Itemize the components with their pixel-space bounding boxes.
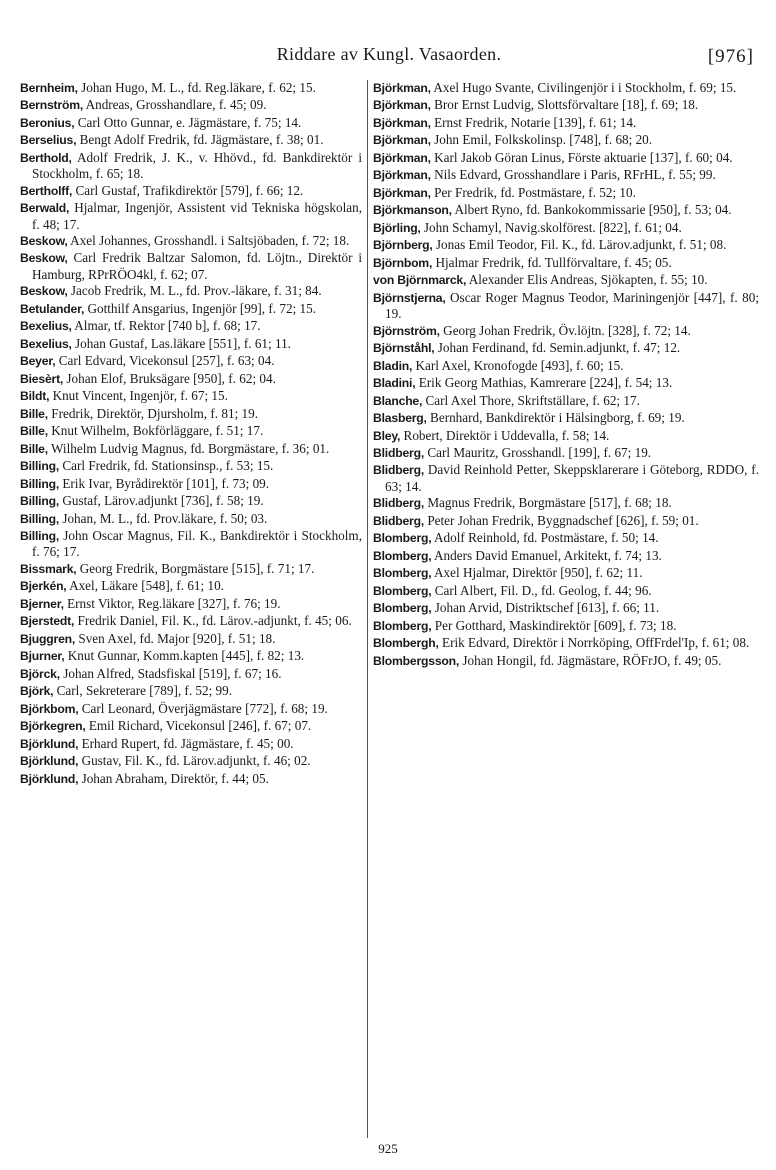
entry-name: Blombergsson, <box>373 653 460 668</box>
entry-details: Per Fredrik, fd. Postmästare, f. 52; 10. <box>430 184 636 200</box>
entry-details: Bror Ernst Ludvig, Slottsförvaltare [18], f. 69; 18. <box>430 97 699 113</box>
directory-entry <box>373 635 759 651</box>
entry-name: Blidberg, <box>373 463 425 478</box>
entry-details: Hjalmar Fredrik, fd. Tullförvaltare, f. 45; 05. <box>432 254 672 270</box>
entry-name: Björnström, <box>373 323 440 338</box>
directory-entry <box>20 476 362 492</box>
entry-name: Berwald, <box>20 201 70 216</box>
entry-details: Carl Axel Thore, Skriftställare, f. 62; 17. <box>422 392 640 408</box>
directory-entry <box>20 613 362 629</box>
entry-name: Bjerstedt, <box>20 614 75 629</box>
entry-details: Karl Axel, Kronofogde [493], f. 60; 15. <box>412 357 624 373</box>
directory-entry <box>20 458 362 474</box>
footer-page-number: 925 <box>378 1141 398 1156</box>
entry-details: Georg Johan Fredrik, Öv.löjtn. [328], f. 72; 14. <box>439 322 691 338</box>
entry-details: Carl Fredrik Baltzar Salomon, fd. Löjtn., Direktör i Hamburg, RPrRÖO4kl, f. 62; 07. <box>32 250 362 282</box>
entry-details: Gustav, Fil. K., fd. Lärov.adjunkt, f. 46; 02. <box>78 753 311 769</box>
entry-details: Johan Hugo, M. L., fd. Reg.läkare, f. 62; 15. <box>77 80 316 95</box>
directory-entry <box>373 600 759 616</box>
entry-details: Erik Ivar, Byrådirektör [101], f. 73; 09. <box>59 475 270 491</box>
entry-details: Anders David Emanuel, Arkitekt, f. 74; 13. <box>431 547 662 563</box>
entry-details: Knut Vincent, Ingenjör, f. 67; 15. <box>49 388 228 404</box>
entry-details: Adolf Fredrik, J. K., v. Hhövd., fd. Bankdirektör i Stockholm, f. 65; 18. <box>32 149 362 182</box>
directory-entry <box>20 441 362 457</box>
directory-entry <box>20 423 362 439</box>
entry-details: Axel Hugo Svante, Civilingenjör i i Stockholm, f. 69; 15. <box>430 80 737 95</box>
entry-details: Carl, Sekreterare [789], f. 52; 99. <box>53 683 233 699</box>
entry-name: Bexelius, <box>20 319 72 334</box>
entry-details: Johan Alfred, Stadsfiskal [519], f. 67; 16. <box>59 665 282 681</box>
directory-entry <box>373 618 759 634</box>
entry-name: Bissmark, <box>20 561 77 576</box>
entry-details: Carl Fredrik, fd. Stationsinsp., f. 53; 15. <box>59 458 274 474</box>
directory-entry <box>373 548 759 564</box>
directory-entry <box>20 596 362 612</box>
directory-entry <box>373 393 759 409</box>
directory-entry <box>373 150 759 166</box>
entry-details: Emil Richard, Vicekonsul [246], f. 67; 07. <box>85 718 312 734</box>
directory-entry <box>373 428 759 444</box>
entry-details: Wilhelm Ludvig Magnus, fd. Borgmästare, f. 36; 01. <box>47 440 330 456</box>
entry-details: Axel Hjalmar, Direktör [950], f. 62; 11. <box>431 565 643 581</box>
directory-entry <box>373 80 759 96</box>
directory-entry <box>20 301 362 317</box>
entry-details: John Schamyl, Navig.skolförest. [822], f. 61; 04. <box>420 219 682 235</box>
entry-name: Björk, <box>20 684 54 699</box>
entry-details: Johan Elof, Bruksägare [950], f. 62; 04. <box>63 370 276 386</box>
entry-details: Knut Gunnar, Komm.kapten [445], f. 82; 13. <box>64 648 305 664</box>
entry-name: Björling, <box>373 220 421 235</box>
directory-entry <box>373 97 759 113</box>
directory-entry <box>373 132 759 148</box>
entry-name: Bladin, <box>373 358 413 373</box>
entry-details: Axel, Läkare [548], f. 61; 10. <box>66 578 224 594</box>
entry-details: Karl Jakob Göran Linus, Förste aktuarie [137], f. 60; 04. <box>430 149 733 165</box>
directory-entry <box>20 336 362 352</box>
directory-entry <box>20 132 362 148</box>
directory-entry <box>20 115 362 131</box>
entry-name: Björnståhl, <box>373 341 435 356</box>
directory-entry <box>20 406 362 422</box>
entry-details: Adolf Reinhold, fd. Postmästare, f. 50; 14. <box>431 530 659 546</box>
directory-entry <box>373 323 759 339</box>
entry-name: Björkman, <box>373 133 431 148</box>
entry-details: John Emil, Folkskolinsp. [748], f. 68; 20. <box>430 132 653 148</box>
entry-name: Bexelius, <box>20 336 72 351</box>
directory-entry <box>373 495 759 511</box>
directory-entry <box>20 578 362 594</box>
entry-name: Björkman, <box>373 168 431 183</box>
entry-details: Jonas Emil Teodor, Fil. K., fd. Lärov.adjunkt, f. 51; 08. <box>432 237 727 253</box>
entry-name: Billing, <box>20 476 60 491</box>
directory-entry <box>373 410 759 426</box>
entry-name: Blasberg, <box>373 411 427 426</box>
entry-details: Carl Otto Gunnar, e. Jägmästare, f. 75; 14. <box>74 114 302 130</box>
entry-name: Björkman, <box>373 185 431 200</box>
entry-name: Blanche, <box>373 393 423 408</box>
entry-name: Björklund, <box>20 754 79 769</box>
entry-details: Albert Ryno, fd. Bankokommissarie [950], f. 53; 04. <box>451 202 732 218</box>
entry-name: Björkegren, <box>20 719 86 734</box>
entry-name: Blomberg, <box>373 531 432 546</box>
entry-details: Johan Gustaf, Las.läkare [551], f. 61; 11. <box>71 335 291 351</box>
entry-details: Hjalmar, Ingenjör, Assistent vid Tekniska högskolan, f. 48; 17. <box>32 200 362 232</box>
entry-details: Johan Ferdinand, fd. Semin.adjunkt, f. 47; 12. <box>434 340 681 356</box>
directory-entry <box>373 272 759 288</box>
directory-entry <box>20 771 362 787</box>
entry-name: Beronius, <box>20 115 75 130</box>
entry-details: Peter Johan Fredrik, Byggnadschef [626], f. 59; 01. <box>424 512 699 528</box>
entry-name: Bjurner, <box>20 649 65 664</box>
directory-entry <box>20 371 362 387</box>
directory-entry <box>20 561 362 577</box>
entry-name: Blidberg, <box>373 445 425 460</box>
entry-details: Ernst Viktor, Reg.läkare [327], f. 76; 19. <box>63 595 281 611</box>
entry-details: Bernhard, Bankdirektör i Hälsingborg, f. 69; 19. <box>426 410 685 426</box>
directory-entry <box>373 583 759 599</box>
directory-entry <box>20 666 362 682</box>
entry-details: Knut Wilhelm, Bokförläggare, f. 51; 17. <box>47 423 264 439</box>
entry-details: Carl Gustaf, Trafikdirektör [579], f. 66; 12. <box>72 182 304 198</box>
entry-name: Beskow, <box>20 284 68 299</box>
entry-details: Alexander Elis Andreas, Sjökapten, f. 55; 10. <box>466 272 708 288</box>
directory-entry <box>20 233 362 249</box>
directory-entry <box>373 202 759 218</box>
entry-name: Björklund, <box>20 771 79 786</box>
entry-name: Björkman, <box>373 81 431 95</box>
directory-entry <box>20 528 362 560</box>
column-divider <box>367 80 368 1138</box>
entry-details: Erhard Rupert, fd. Jägmästare, f. 45; 00. <box>78 735 294 751</box>
directory-entry <box>20 200 362 232</box>
entry-details: Johan Abraham, Direktör, f. 44; 05. <box>78 770 269 786</box>
directory-entry <box>20 631 362 647</box>
entry-name: Beskow, <box>20 251 68 266</box>
entry-name: Bildt, <box>20 389 50 404</box>
entry-name: Bladini, <box>373 376 416 391</box>
directory-entry <box>20 493 362 509</box>
header-page-number: [976] <box>707 46 754 67</box>
directory-entry <box>373 220 759 236</box>
directory-entry <box>373 115 759 131</box>
entry-details: Nils Edvard, Grosshandlare i Paris, RFrHL, f. 55; 99. <box>430 167 716 183</box>
entry-name: Biesèrt, <box>20 371 64 386</box>
directory-entry <box>373 167 759 183</box>
entry-details: Carl Mauritz, Grosshandl. [199], f. 67; 19. <box>424 444 652 460</box>
directory-entry <box>373 462 759 494</box>
entry-details: Sven Axel, fd. Major [920], f. 51; 18. <box>75 630 276 646</box>
entry-name: Blombergh, <box>373 636 439 651</box>
entry-name: Björklund, <box>20 736 79 751</box>
entry-name: Blidberg, <box>373 496 425 511</box>
entry-name: Bille, <box>20 441 48 456</box>
entry-details: Magnus Fredrik, Borgmästare [517], f. 68; 18. <box>424 495 672 511</box>
directory-entry <box>20 283 362 299</box>
entry-details: David Reinhold Petter, Skeppsklarerare i Göteborg, RDDO, f. 63; 14. <box>385 462 759 494</box>
entry-name: Berselius, <box>20 133 77 148</box>
entry-name: Bille, <box>20 424 48 439</box>
entry-details: Per Gotthard, Maskindirektör [609], f. 73; 18. <box>431 617 677 633</box>
entry-details: Fredrik, Direktör, Djursholm, f. 81; 19. <box>47 405 259 421</box>
entry-name: Beyer, <box>20 354 56 369</box>
directory-entry <box>20 648 362 664</box>
entry-name: Björck, <box>20 666 60 681</box>
entry-details: Carl Leonard, Överjägmästare [772], f. 68; 19. <box>78 700 328 716</box>
entry-name: Bernström, <box>20 98 84 113</box>
entry-details: Johan Arvid, Distriktschef [613], f. 66; 11. <box>431 600 660 616</box>
entry-name: Blomberg, <box>373 618 432 633</box>
directory-entry <box>373 255 759 271</box>
entry-details: Almar, tf. Rektor [740 b], f. 68; 17. <box>71 318 261 334</box>
entry-name: Bjerkén, <box>20 579 67 594</box>
entry-name: Bernheim, <box>20 81 78 95</box>
directory-entry <box>373 445 759 461</box>
directory-entry <box>373 513 759 529</box>
entry-name: Bjerner, <box>20 596 64 611</box>
directory-entry <box>373 653 759 669</box>
entry-details: Fredrik Daniel, Fil. K., fd. Lärov.-adjunkt, f. 45; 06. <box>74 613 352 629</box>
entry-details: Ernst Fredrik, Notarie [139], f. 61; 14. <box>430 114 637 130</box>
entry-name: Björkman, <box>373 150 431 165</box>
entry-name: Blomberg, <box>373 601 432 616</box>
entry-details: Gotthilf Ansgarius, Ingenjör [99], f. 72; 15. <box>84 300 317 316</box>
directory-entry <box>373 375 759 391</box>
entry-name: Bjuggren, <box>20 631 76 646</box>
entry-name: Björkbom, <box>20 701 79 716</box>
entry-details: Andreas, Grosshandlare, f. 45; 09. <box>83 97 267 113</box>
entry-name: Beskow, <box>20 233 68 248</box>
entry-name: Blomberg, <box>373 566 432 581</box>
directory-entry <box>20 183 362 199</box>
entry-details: Oscar Roger Magnus Teodor, Mariningenjör [447], f. 80; 19. <box>385 289 759 322</box>
directory-entry <box>373 185 759 201</box>
entry-name: Bley, <box>373 428 401 443</box>
entry-name: Billing, <box>20 494 60 509</box>
directory-entry <box>20 97 362 113</box>
entry-name: Björkman, <box>373 98 431 113</box>
entry-details: Axel Johannes, Grosshandl. i Saltsjöbaden, f. 72; 18. <box>67 232 350 248</box>
directory-entry <box>20 683 362 699</box>
directory-entry <box>373 340 759 356</box>
directory-entry <box>373 358 759 374</box>
directory-entry <box>20 80 362 96</box>
entry-details: Carl Albert, Fil. D., fd. Geolog, f. 44; 96. <box>431 582 652 598</box>
entry-name: Billing, <box>20 511 60 526</box>
directory-entry <box>373 237 759 253</box>
entry-details: Jacob Fredrik, M. L., fd. Prov.-läkare, f. 31; 84. <box>67 283 322 299</box>
entry-name: Billing, <box>20 529 60 544</box>
directory-entry <box>20 701 362 717</box>
left-column <box>20 80 362 1138</box>
directory-entry <box>20 388 362 404</box>
entry-name: von Björnmarck, <box>373 273 467 288</box>
entry-name: Bille, <box>20 406 48 421</box>
entry-name: Björnstjerna, <box>373 290 446 305</box>
directory-entry <box>20 736 362 752</box>
entry-details: Gustaf, Lärov.adjunkt [736], f. 58; 19. <box>59 493 264 509</box>
directory-entry <box>20 511 362 527</box>
directory-entry <box>373 530 759 546</box>
directory-entry <box>20 318 362 334</box>
right-column <box>373 80 759 1138</box>
entry-name: Björkman, <box>373 115 431 130</box>
entry-name: Blomberg, <box>373 583 432 598</box>
page-title: Riddare av Kungl. Vasaorden. <box>276 44 502 64</box>
entry-name: Berthold, <box>20 150 72 165</box>
directory-entry <box>20 718 362 734</box>
entry-name: Björnberg, <box>373 238 433 253</box>
entry-name: Blomberg, <box>373 548 432 563</box>
entry-name: Bertholff, <box>20 183 73 198</box>
entry-details: Johan, M. L., fd. Prov.läkare, f. 50; 03. <box>59 510 268 526</box>
directory-entry <box>373 565 759 581</box>
entry-details: Erik Georg Mathias, Kamrerare [224], f. 54; 13. <box>415 375 673 391</box>
entry-details: Johan Hongil, fd. Jägmästare, RÖFrJO, f. 49; 05. <box>459 652 722 668</box>
directory-entry <box>20 753 362 769</box>
directory-entry <box>20 150 362 182</box>
entry-details: Erik Edvard, Direktör i Norrköping, OffFrdel'Ip, f. 61; 08. <box>438 635 750 651</box>
entry-details: Bengt Adolf Fredrik, fd. Jägmästare, f. 38; 01. <box>76 132 324 148</box>
entry-details: Robert, Direktör i Uddevalla, f. 58; 14. <box>400 427 610 443</box>
page-header <box>20 44 758 72</box>
entry-name: Björkmanson, <box>373 203 452 218</box>
entry-name: Björnbom, <box>373 255 433 270</box>
entry-details: Georg Fredrik, Borgmästare [515], f. 71; 17. <box>76 560 315 576</box>
directory-entry <box>20 250 362 282</box>
directory-entry <box>20 353 362 369</box>
entry-name: Billing, <box>20 459 60 474</box>
directory-entry <box>373 290 759 322</box>
entry-name: Betulander, <box>20 301 85 316</box>
entry-details: Carl Edvard, Vicekonsul [257], f. 63; 04. <box>55 353 275 369</box>
entry-name: Blidberg, <box>373 513 425 528</box>
entry-details: John Oscar Magnus, Fil. K., Bankdirektör i Stockholm, f. 76; 17. <box>32 528 362 560</box>
